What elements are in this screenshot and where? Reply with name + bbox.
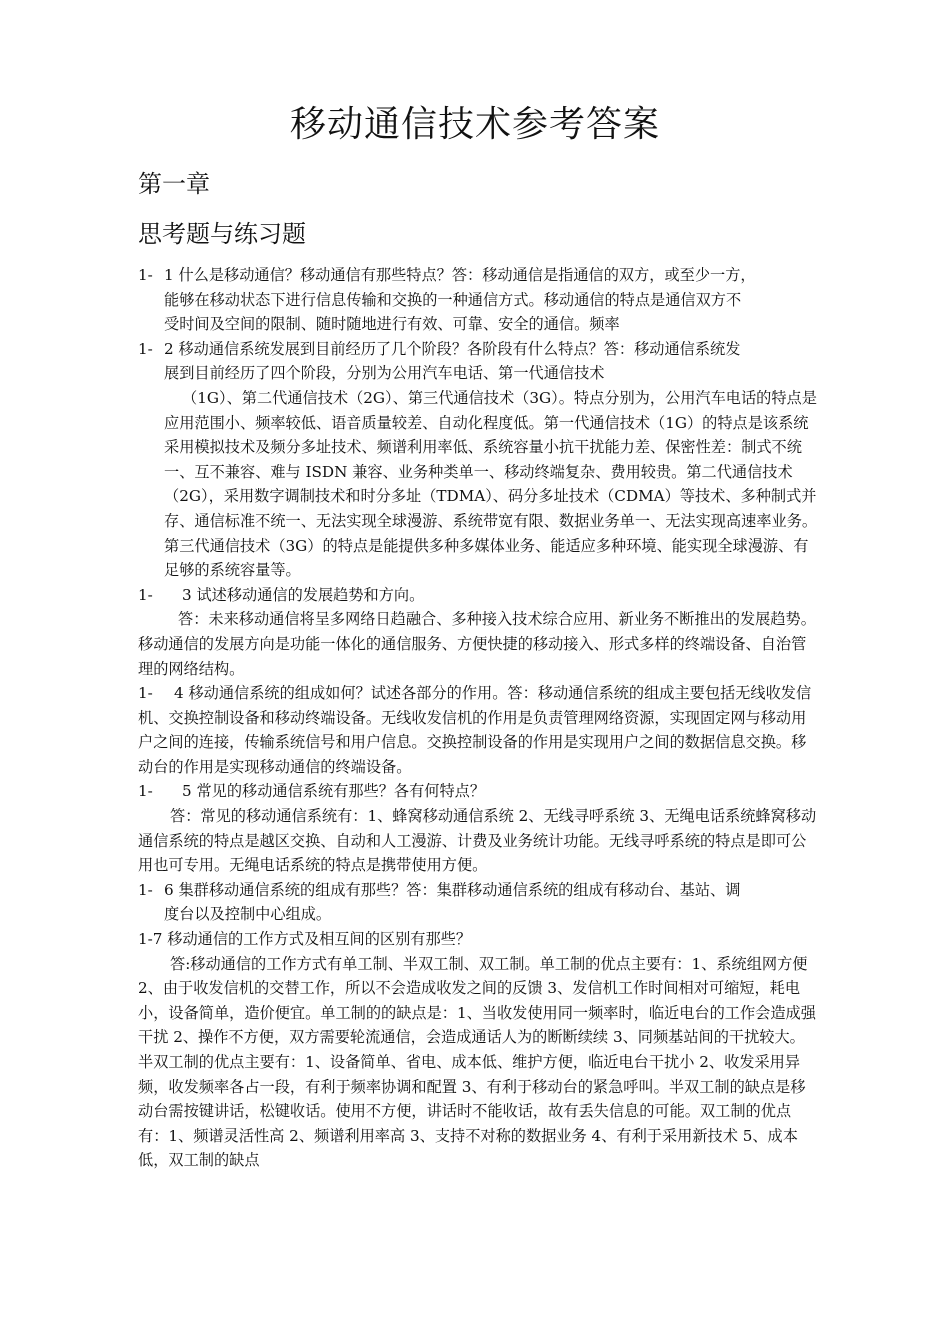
question-6 bbox=[138, 878, 818, 927]
question-text-line: 度台以及控制中心组成。 bbox=[164, 905, 332, 924]
question-number: 1- bbox=[138, 684, 153, 703]
question-text-line: 受时间及空间的限制、随时随地进行有效、可靠、安全的通信。频率 bbox=[164, 315, 620, 334]
section-heading: 思考题与练习题 bbox=[138, 220, 306, 248]
question-4 bbox=[138, 681, 818, 779]
answer-text: 答：未来移动通信将呈多网络日趋融合、多种接入技术综合应用、新业务不断推出的发展趋势。移动通信的发展方向是功能一体化的通信服务、方便快捷的移动接入、形式多样的终端设备、自治管理的网络结构。 bbox=[138, 610, 816, 678]
question-number: 1- bbox=[138, 782, 153, 801]
question-text-line: 能够在移动状态下进行信息传输和交换的一种通信方式。移动通信的特点是通信双方不 bbox=[164, 290, 742, 309]
answer-text: 答：常见的移动通信系统有：1、蜂窝移动通信系统 2、无线寻呼系统 3、无绳电话系统蜂窝移动通信系统的特点是越区交换、自动和人工漫游、计费及业务统计功能。无线寻呼系统的特点是即可公用也可专用。无绳电话系统的特点是携带使用方便。 bbox=[138, 807, 817, 875]
question-text: 5 常见的移动通信系统有那些？各有何特点？ bbox=[182, 782, 486, 801]
document-body bbox=[138, 263, 818, 1173]
question-text: 4 移动通信系统的组成如何？试述各部分的作用。答：移动通信系统的组成主要包括无线收发信机、交换控制设备和移动终端设备。无线收发信机的作用是负责管理网络资源，实现固定网与移动用户之间的连接，传输系统信号和用户信息。交换控制设备的作用是实现用户之间的数据信息交换。移动台的作用是实现移动通信的终端设备。 bbox=[138, 684, 812, 776]
chapter-heading: 第一章 bbox=[138, 170, 210, 198]
answer-text: 答:移动通信的工作方式有单工制、半双工制、双工制。单工制的优点主要有：1、系统组网方便 2、由于收发信机的交替工作，所以不会造成收发之间的反馈 3、发信机工作时间相对可缩短，耗电小，设备简单，造价便宜。单工制的的缺点是：1、当收发使用同一频率时，临近电台的工作会造成强干扰 2、操作不方便，双方需要轮流通信，会造成通话人为的断断续续 3、同频基站间的干扰较大。半双工制的优点主要有：1、设备简单、省电、成本低、维护方便，临近电台干扰小 2、收发采用异频，收发频率各占一段，有利于频率协调和配置 3、有利于移动台的紧急呼叫。半双工制的缺点是移动台需按键讲话，松键收话。使用不方便，讲话时不能收话，故有丢失信息的可能。双工制的优点有：1、频谱灵活性高 2、频谱利用率高 3、支持不对称的数据业务 4、有利于采用新技术 5、成本低，双工制的缺点 bbox=[138, 954, 816, 1170]
question-number: 1- bbox=[138, 880, 153, 899]
question-text-line: 1 什么是移动通信？移动通信有那些特点？答：移动通信是指通信的双方，或至少一方， bbox=[164, 266, 756, 284]
document-title: 移动通信技术参考答案 bbox=[289, 104, 660, 145]
question-text: 3 试述移动通信的发展趋势和方向。 bbox=[182, 585, 425, 604]
question-number: 1- bbox=[138, 339, 153, 358]
question-5 bbox=[138, 779, 818, 877]
question-2 bbox=[138, 337, 818, 583]
question-number: 1- bbox=[138, 585, 153, 604]
question-text: 1-7 移动通信的工作方式及相互间的区别有那些？ bbox=[138, 930, 472, 949]
answer-text: （1G）、第二代通信技术（2G）、第三代通信技术（3G）。特点分别为，公用汽车电话的特点是应用范围小、频率较低、语音质量较差、自动化程度低。第一代通信技术（1G）的特点是该系统采用模拟技术及频分多址技术、频谱利用率低、系统容量小抗干扰能力差、保密性差：制式不统一、互不兼容、难与 ISDN 兼容、业务种类单一、移动终端复杂、费用较贵。第二代通信技术（2G），采用数字调制技术和时分多址（TDMA）、码分多址技术（CDMA）等技术、多种制式并存、通信标准不统一、无法实现全球漫游、系统带宽有限、数据业务单一、无法实现高速率业务。第三代通信技术（3G）的特点是能提供多种多媒体业务、能适应多种环境、能实现全球漫游、有足够的系统容量等。 bbox=[164, 388, 818, 580]
question-3 bbox=[138, 583, 818, 681]
question-7 bbox=[138, 927, 818, 1173]
question-text-line: 6 集群移动通信系统的组成有那些？答：集群移动通信系统的组成有移动台、基站、调 bbox=[164, 880, 741, 899]
question-number: 1- bbox=[138, 266, 153, 284]
question-text-line: 展到目前经历了四个阶段，分别为公用汽车电话、第一代通信技术 bbox=[164, 364, 605, 383]
question-1 bbox=[138, 263, 818, 337]
question-text-line: 2 移动通信系统发展到目前经历了几个阶段？各阶段有什么特点？答：移动通信系统发 bbox=[164, 339, 741, 358]
